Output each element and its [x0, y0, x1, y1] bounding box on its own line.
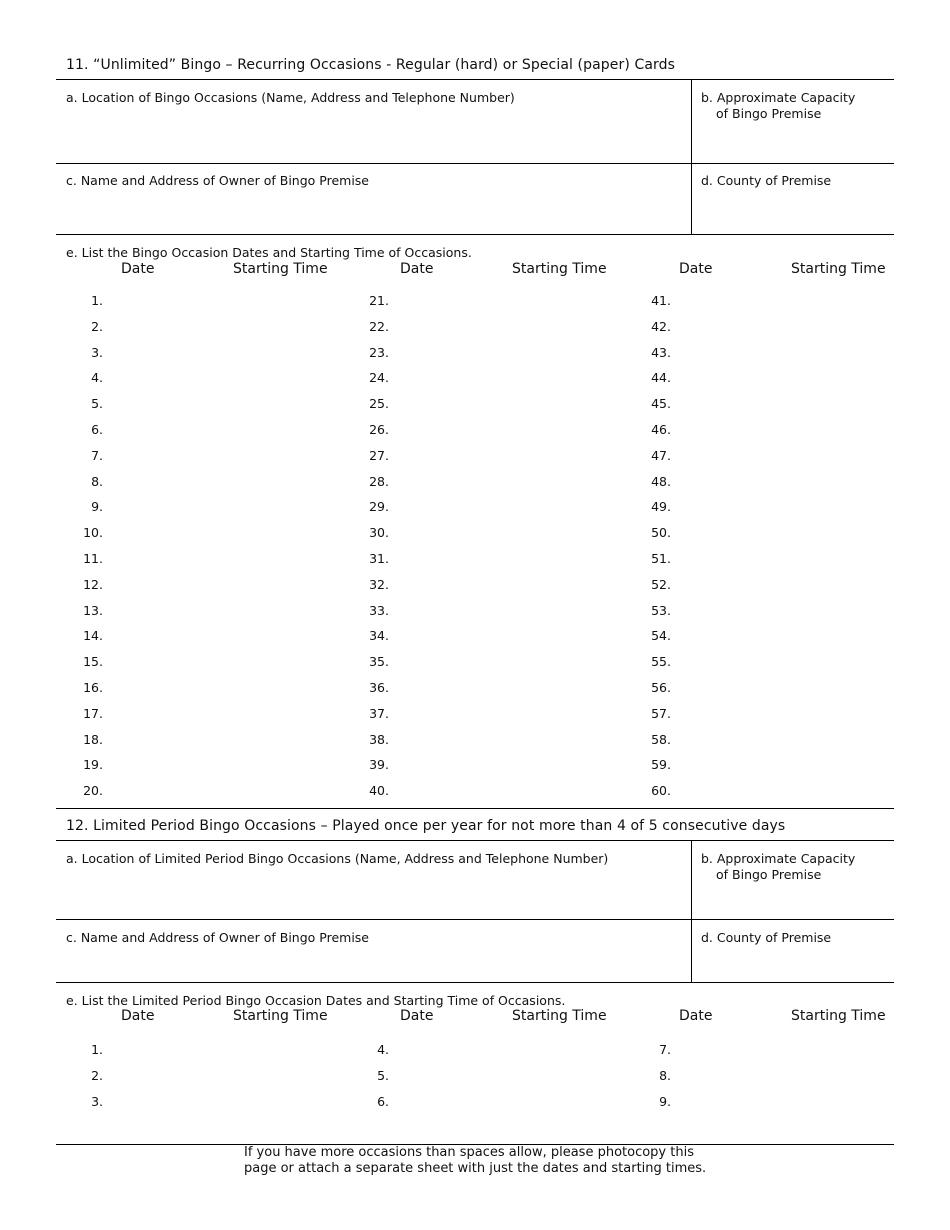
occasion-number: 57. — [651, 705, 671, 721]
occasion-number: 11. — [83, 551, 103, 566]
occasion-number: 41. — [651, 293, 671, 308]
s12-dates-label: e. List the Limited Period Bingo Occasion Dates and Starting Time of Occasions. — [66, 993, 566, 1008]
occasion-number: 52. — [651, 576, 671, 592]
occasion-number: 39. — [369, 757, 389, 773]
s11-location-label: a. Location of Bingo Occasions (Name, Address and Telephone Number) — [66, 90, 515, 105]
s11-capacity-label-line1: b. Approximate Capacity — [701, 90, 856, 105]
occasion-number: 58. — [651, 731, 671, 747]
s12-owner-label: c. Name and Address of Owner of Bingo Premise — [66, 930, 369, 945]
s12-col-time-1: Starting Time — [233, 1008, 328, 1024]
occasion-number: 17. — [83, 705, 103, 721]
s11-capacity-label — [701, 90, 855, 122]
divider — [56, 79, 894, 80]
occasion-number: 7. — [659, 1042, 671, 1057]
occasion-number: 15. — [83, 654, 103, 670]
occasion-number: 27. — [369, 447, 389, 463]
occasion-number: 29. — [369, 499, 389, 515]
divider — [56, 982, 894, 983]
occasion-number: 56. — [651, 680, 671, 695]
s11-county-label: d. County of Premise — [701, 173, 832, 188]
occasion-number: 43. — [651, 344, 671, 360]
occasion-number: 59. — [651, 757, 671, 773]
occasion-number: 34. — [369, 628, 389, 644]
s12-col-date-3: Date — [679, 1008, 713, 1024]
occasion-number: 40. — [369, 783, 389, 799]
occasion-number: 12. — [83, 576, 103, 592]
occasion-number: 55. — [651, 654, 671, 670]
s11-dates-label: e. List the Bingo Occasion Dates and Starting Time of Occasions. — [66, 245, 472, 260]
occasion-number: 18. — [83, 731, 103, 747]
occasion-number: 28. — [369, 473, 389, 489]
occasion-number: 22. — [369, 318, 389, 334]
divider — [56, 163, 894, 164]
occasion-number: 3. — [91, 1094, 103, 1109]
occasion-number: 14. — [83, 628, 103, 644]
occasion-number: 38. — [369, 731, 389, 747]
s12-capacity-label-line2: of Bingo Premise — [716, 867, 822, 882]
section-11-title: 11. “Unlimited” Bingo – Recurring Occasions - Regular (hard) or Special (paper) Cards — [66, 57, 675, 73]
s11-col-time-2: Starting Time — [512, 261, 607, 277]
occasion-number: 8. — [91, 473, 103, 489]
occasion-number: 54. — [651, 628, 671, 644]
occasion-number: 48. — [651, 473, 671, 489]
s11-col-date-3: Date — [679, 261, 713, 277]
occasion-number: 16. — [83, 680, 103, 695]
divider — [56, 840, 894, 841]
occasion-number: 36. — [369, 680, 389, 695]
footer-note-line1: If you have more occasions than spaces allow, please photocopy this — [244, 1145, 694, 1160]
occasion-number: 1. — [91, 1042, 103, 1057]
occasion-number: 37. — [369, 705, 389, 721]
occasion-number: 47. — [651, 447, 671, 463]
s12-capacity-label-line1: b. Approximate Capacity — [701, 851, 856, 866]
occasion-number: 8. — [659, 1068, 671, 1083]
occasion-number: 4. — [377, 1042, 389, 1057]
occasion-number: 26. — [369, 422, 389, 437]
occasion-number: 9. — [91, 499, 103, 515]
s11-col-time-1: Starting Time — [233, 261, 328, 277]
occasion-number: 2. — [91, 318, 103, 334]
occasion-number: 50. — [651, 525, 671, 541]
occasion-number: 23. — [369, 344, 389, 360]
occasion-number: 3. — [91, 344, 103, 360]
footer-note-line2: page or attach a separate sheet with just the dates and starting times. — [244, 1161, 707, 1176]
occasion-number: 4. — [91, 370, 103, 386]
s12-col-date-1: Date — [121, 1008, 155, 1024]
occasion-number: 32. — [369, 576, 389, 592]
occasion-number: 6. — [377, 1094, 389, 1109]
s11-col-time-3: Starting Time — [791, 261, 886, 277]
occasion-number: 9. — [659, 1094, 671, 1109]
occasion-number: 33. — [369, 602, 389, 618]
divider — [56, 919, 894, 920]
occasion-number: 35. — [369, 654, 389, 670]
column-divider — [691, 840, 692, 982]
occasion-number: 1. — [91, 293, 103, 308]
footer-note — [244, 1145, 706, 1177]
occasion-number: 2. — [91, 1068, 103, 1083]
s11-col-date-2: Date — [400, 261, 434, 277]
column-divider — [691, 79, 692, 234]
s12-col-time-3: Starting Time — [791, 1008, 886, 1024]
occasion-number: 5. — [91, 396, 103, 412]
occasion-number: 30. — [369, 525, 389, 541]
occasion-number: 21. — [369, 293, 389, 308]
divider — [56, 808, 894, 809]
section-12-title: 12. Limited Period Bingo Occasions – Played once per year for not more than 4 of 5 consecutive days — [66, 818, 786, 834]
s12-county-label: d. County of Premise — [701, 930, 832, 945]
occasion-number: 42. — [651, 318, 671, 334]
occasion-number: 7. — [91, 447, 103, 463]
s12-col-date-2: Date — [400, 1008, 434, 1024]
occasion-number: 51. — [651, 551, 671, 566]
occasion-number: 60. — [651, 783, 671, 799]
s11-col-date-1: Date — [121, 261, 155, 277]
occasion-number: 19. — [83, 757, 103, 773]
occasion-number: 5. — [377, 1068, 389, 1083]
occasion-number: 46. — [651, 422, 671, 437]
occasion-number: 25. — [369, 396, 389, 412]
occasion-number: 45. — [651, 396, 671, 412]
occasion-number: 44. — [651, 370, 671, 386]
s11-capacity-label-line2: of Bingo Premise — [716, 106, 822, 121]
s12-col-time-2: Starting Time — [512, 1008, 607, 1024]
occasion-number: 31. — [369, 551, 389, 566]
occasion-number: 13. — [83, 602, 103, 618]
occasion-number: 6. — [91, 422, 103, 437]
s12-location-label: a. Location of Limited Period Bingo Occasions (Name, Address and Telephone Number) — [66, 851, 609, 866]
occasion-number: 10. — [83, 525, 103, 541]
occasion-number: 24. — [369, 370, 389, 386]
divider — [56, 234, 894, 235]
occasion-number: 53. — [651, 602, 671, 618]
s11-owner-label: c. Name and Address of Owner of Bingo Premise — [66, 173, 369, 188]
occasion-number: 49. — [651, 499, 671, 515]
s12-capacity-label — [701, 851, 855, 883]
occasion-number: 20. — [83, 783, 103, 799]
